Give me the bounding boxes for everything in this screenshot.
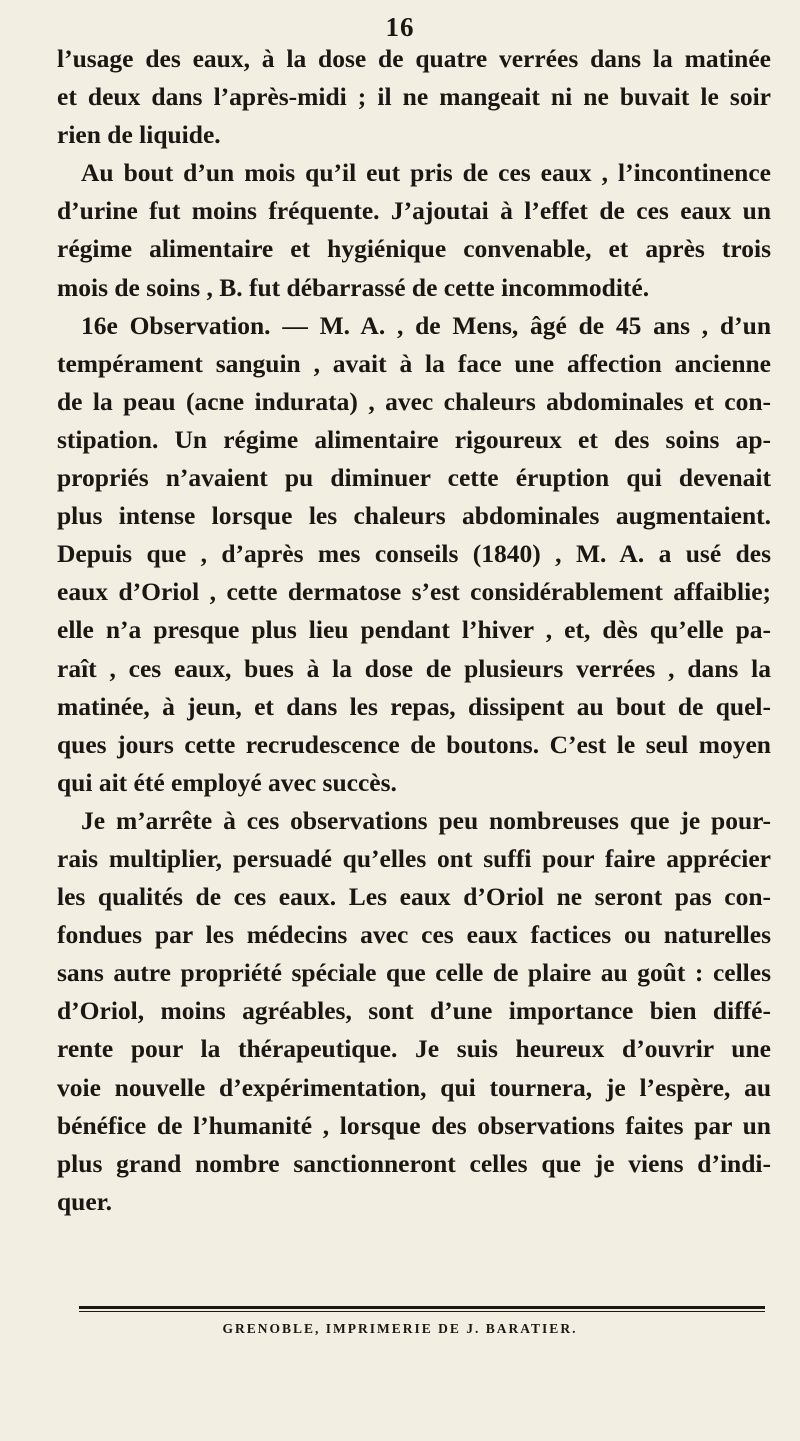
text-line: rien de liquide. (57, 120, 221, 150)
text-line: Je m’arrête à ces observations peu nombreuses que je pour- (81, 805, 771, 835)
text-line: eaux d’Oriol , cette dermatose s’est considérablement affaiblie; (57, 577, 771, 607)
text-line: rente pour la thérapeutique. Je suis heureux d’ouvrir une (57, 1034, 771, 1064)
printer-imprint: GRENOBLE, IMPRIMERIE DE J. BARATIER. (222, 1321, 578, 1336)
text-line: raît , ces eaux, bues à la dose de plusieurs verrées , dans la (57, 653, 771, 683)
text-line: fondues par les médecins avec ces eaux factices ou naturelles (57, 920, 771, 950)
text-line: rais multiplier, persuadé qu’elles ont suffi pour faire apprécier (57, 843, 771, 873)
text-line: matinée, à jeun, et dans les repas, dissipent au bout de quel- (57, 691, 771, 721)
observation-heading-line: 16e Observation. — M. A. , de Mens, âgé de 45 ans , d’un (81, 310, 771, 340)
paragraph-1 (57, 40, 771, 154)
text-line: sans autre propriété spéciale que celle de plaire au goût : celles (57, 958, 771, 988)
text-line: propriés n’avaient pu diminuer cette éruption qui devenait (57, 463, 771, 493)
text-line: ques jours cette recrudescence de boutons. C’est le seul moyen (57, 729, 771, 759)
text-line: bénéfice de l’humanité , lorsque des observations faites par un (57, 1110, 771, 1140)
text-line: plus intense lorsque les chaleurs abdominales augmentaient. (57, 501, 771, 531)
text-line: qui ait été employé avec succès. (57, 767, 397, 797)
text-line: d’urine fut moins fréquente. J’ajoutai à l’effet de ces eaux un (57, 196, 771, 226)
text-line: Au bout d’un mois qu’il eut pris de ces eaux , l’incontinence (81, 158, 771, 188)
page-number: 16 (385, 12, 415, 42)
text-line: régime alimentaire et hygiénique convenable, et après trois (57, 234, 771, 264)
text-line: et deux dans l’après-midi ; il ne mangeait ni ne buvait le soir (57, 82, 771, 112)
text-line: les qualités de ces eaux. Les eaux d’Oriol ne seront pas con- (57, 882, 771, 912)
text-line: Depuis que , d’après mes conseils (1840) , M. A. a usé des (57, 539, 771, 569)
text-line: d’Oriol, moins agréables, sont d’une importance bien diffé- (57, 996, 771, 1026)
paragraph-4 (57, 802, 771, 1221)
paragraph-2 (57, 154, 771, 306)
body-text (57, 40, 771, 1221)
footer-rule-thin (79, 1311, 765, 1312)
text-line: voie nouvelle d’expérimentation, qui tournera, je l’espère, au (57, 1072, 771, 1102)
text-line: elle n’a presque plus lieu pendant l’hiver , et, dès qu’elle pa- (57, 615, 771, 645)
text-line: l’usage des eaux, à la dose de quatre verrées dans la matinée (57, 44, 771, 73)
text-line: de la peau (acne indurata) , avec chaleurs abdominales et con- (57, 386, 771, 416)
text-line: tempérament sanguin , avait à la face une affection ancienne (57, 348, 771, 378)
paragraph-3 (57, 307, 771, 802)
text-line: quer. (57, 1186, 113, 1216)
text-line: mois de soins , B. fut débarrassé de cette incommodité. (57, 272, 650, 302)
footer-rule (79, 1306, 765, 1309)
text-line: stipation. Un régime alimentaire rigoureux et des soins ap- (57, 424, 771, 454)
text-line: plus grand nombre sanctionneront celles que je viens d’indi- (57, 1148, 771, 1178)
